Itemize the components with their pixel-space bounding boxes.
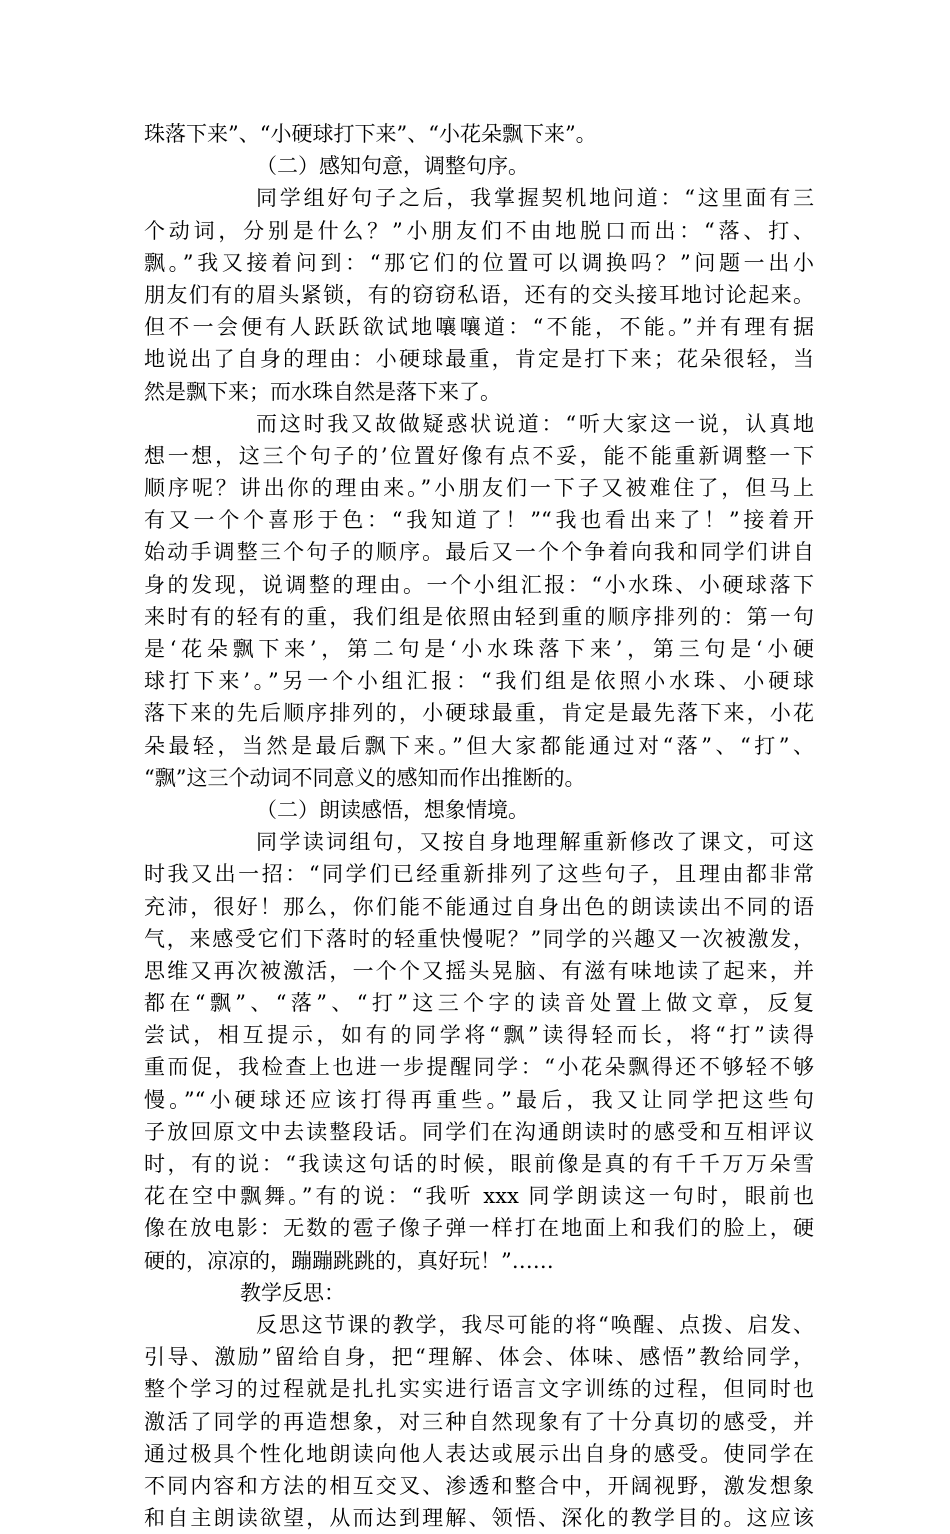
text-line: 慢。”“小硬球还应该打得再重些。”最后，我又让同学把这些句 [144, 1087, 814, 1112]
text-line: 顺序呢？讲出你的理由来。”小朋友们一下子又被难住了，但马上 [144, 476, 814, 501]
text-line: 而这时我又故做疑惑状说道：“听大家这一说，认真地 [256, 411, 814, 436]
text-line: 时我又出一招：“同学们已经重新排列了这些句子，且理由都非常 [144, 862, 814, 887]
text-line: 重而促，我检查上也进一步提醒同学：“小花朵飘得还不够轻不够 [144, 1055, 814, 1080]
text-line: 通过极具个性化地朗读向他人表达或展示出自身的感受。使同学在 [144, 1441, 814, 1466]
text-line: 整个学习的过程就是扎扎实实进行语言文字训练的过程，但同时也 [144, 1377, 814, 1402]
document-body [144, 118, 814, 1534]
text-line: 引导、激励”留给自身，把“理解、体会、体味、感悟”教给同学， [144, 1345, 814, 1370]
text-line: （二）感知句意，调整句序。 [256, 154, 529, 179]
text-line: 朵最轻，当然是最后飘下来。”但大家都能通过对“落”、“打”、 [144, 733, 814, 758]
text-line: 飘。”我又接着问到：“那它们的位置可以调换吗？”问题一出小 [144, 250, 814, 275]
text-line: 反思这节课的教学，我尽可能的将“唤醒、点拨、启发、 [256, 1312, 814, 1337]
text-line: 始动手调整三个句子的顺序。最后又一个个争着向我和同学们讲自 [144, 540, 814, 565]
text-line: 充沛，很好！那么，你们能不能通过自身出色的朗读读出不同的语 [144, 894, 814, 919]
text-line: 花在空中飘舞。”有的说：“我听 xxx 同学朗读这一句时，眼前也 [144, 1184, 814, 1209]
text-line: 同学组好句子之后，我掌握契机地问道：“这里面有三 [256, 186, 814, 211]
text-line: “飘”这三个动词不同意义的感知而作出推断的。 [144, 765, 586, 790]
text-line: 激活了同学的再造想象，对三种自然现象有了十分真切的感受，并 [144, 1409, 814, 1434]
text-line: 像在放电影：无数的雹子像子弹一样打在地面上和我们的脸上，硬 [144, 1216, 814, 1241]
text-line: 思维又再次被激活，一个个又摇头晃脑、有滋有味地读了起来，并 [144, 958, 814, 983]
text-line: （二）朗读感悟，想象情境。 [256, 797, 529, 822]
text-line: 来时有的轻有的重，我们组是依照由轻到重的顺序排列的：第一句 [144, 604, 814, 629]
text-line: 都在“飘”、“落”、“打”这三个字的读音处置上做文章，反复 [144, 991, 814, 1016]
text-line: 不同内容和方法的相互交叉、渗透和整合中，开阔视野，激发想象 [144, 1473, 814, 1498]
text-line: 气，来感受它们下落时的轻重快慢呢？”同学的兴趣又一次被激发， [144, 926, 814, 951]
text-line: 地说出了自身的理由：小硬球最重，肯定是打下来；花朵很轻，当 [144, 347, 814, 372]
text-line: 教学反思： [240, 1280, 345, 1305]
text-line: 然是飘下来；而水珠自然是落下来了。 [144, 379, 501, 404]
text-line: 和自主朗读欲望，从而达到理解、领悟、深化的教学目的。这应该 [144, 1506, 814, 1531]
text-line: 硬的，凉凉的，蹦蹦跳跳的，真好玩！”…… [144, 1248, 554, 1273]
text-line: 朋友们有的眉头紧锁，有的窃窃私语，还有的交头接耳地讨论起来。 [144, 282, 814, 307]
text-line: 落下来的先后顺序排列的，小硬球最重，肯定是最先落下来，小花 [144, 701, 814, 726]
text-line: 子放回原文中去读整段话。同学们在沟通朗读时的感受和互相评议 [144, 1119, 814, 1144]
text-line: 是‘花朵飘下来’，第二句是‘小水珠落下来’，第三句是‘小硬 [144, 637, 814, 661]
text-line: 但不一会便有人跃跃欲试地嚷嚷道：“不能，不能。”并有理有据 [144, 315, 814, 340]
text-line: 珠落下来”、“小硬球打下来”、“小花朵飘下来”。 [144, 122, 597, 146]
text-line: 时，有的说：“我读这句话的时候，眼前像是真的有千千万万朵雪 [144, 1152, 814, 1176]
text-line: 尝试，相互提示，如有的同学将“飘”读得轻而长，将“打”读得 [144, 1023, 814, 1048]
text-line: 同学读词组句，又按自身地理解重新修改了课文，可这 [256, 830, 814, 855]
text-line: 球打下来’。”另一个小组汇报：“我们组是依照小水珠、小硬球 [144, 669, 814, 694]
text-line: 个动词，分别是什么？”小朋友们不由地脱口而出：“落、打、 [144, 218, 814, 243]
text-line: 有又一个个喜形于色：“我知道了！”“我也看出来了！”接着开 [144, 508, 814, 533]
text-line: 想一想，这三个句子的’位置好像有点不妥，能不能重新调整一下 [144, 443, 814, 468]
text-line: 身的发现，说调整的理由。一个小组汇报：“小水珠、小硬球落下 [144, 572, 814, 597]
